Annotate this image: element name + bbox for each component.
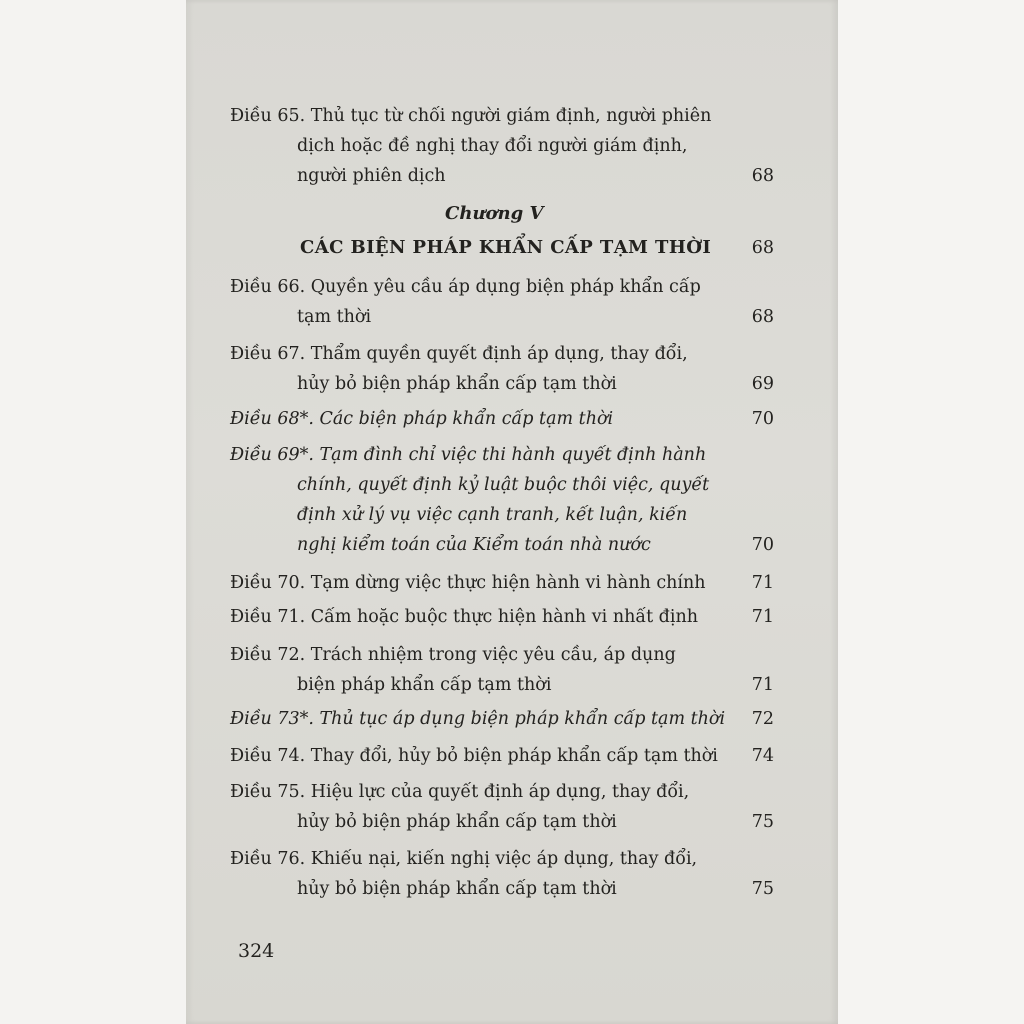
chapter-page-number: 68 (751, 238, 774, 258)
toc-line: Điều 66. Quyền yêu cầu áp dụng biện pháp khẩn cấp (230, 277, 701, 297)
toc-line: Điều 67. Thẩm quyền quyết định áp dụng, thay đổi, (230, 344, 688, 364)
toc-page-number: 69 (751, 374, 774, 394)
toc-line: hủy bỏ biện pháp khẩn cấp tạm thời (297, 879, 617, 899)
background-right (838, 0, 1024, 1024)
toc-line: dịch hoặc đề nghị thay đổi người giám định, (297, 136, 688, 156)
toc-line: nghị kiểm toán của Kiểm toán nhà nước (297, 535, 651, 555)
toc-line: hủy bỏ biện pháp khẩn cấp tạm thời (297, 812, 617, 832)
toc-line: hủy bỏ biện pháp khẩn cấp tạm thời (297, 374, 617, 394)
toc-entry-72 (230, 640, 790, 700)
toc-entry-69 (230, 440, 790, 560)
toc-page-number: 72 (751, 709, 774, 729)
toc-page-number: 70 (751, 409, 774, 429)
toc-line: Điều 65. Thủ tục từ chối người giám định, người phiên (230, 106, 712, 126)
toc-line: Điều 68*. Các biện pháp khẩn cấp tạm thời (230, 409, 614, 429)
toc-line: Điều 70. Tạm dừng việc thực hiện hành vi hành chính (230, 573, 706, 593)
chapter-title: CÁC BIỆN PHÁP KHẨN CẤP TẠM THỜI (300, 237, 712, 258)
toc-page-number: 71 (751, 675, 774, 695)
toc-page-number: 68 (751, 307, 774, 327)
toc-entry-73 (230, 704, 790, 734)
page-number: 324 (238, 940, 275, 962)
toc-page-number: 75 (751, 812, 774, 832)
toc-entry-67 (230, 339, 790, 399)
toc-line: Điều 71. Cấm hoặc buộc thực hiện hành vi nhất định (230, 607, 699, 627)
background-left (0, 0, 186, 1024)
toc-line: Điều 73*. Thủ tục áp dụng biện pháp khẩn cấp tạm thời (230, 709, 726, 729)
toc-entry-70 (230, 568, 790, 598)
toc-entry-76 (230, 844, 790, 904)
toc-line: Điều 69*. Tạm đình chỉ việc thi hành quyết định hành (230, 445, 707, 465)
toc-entry-65 (230, 101, 790, 191)
toc-line: biện pháp khẩn cấp tạm thời (297, 675, 552, 695)
toc-line: Điều 72. Trách nhiệm trong việc yêu cầu, áp dụng (230, 645, 676, 665)
toc-entry-68 (230, 404, 790, 434)
toc-line: Điều 76. Khiếu nại, kiến nghị việc áp dụng, thay đổi, (230, 849, 698, 869)
toc-entry-75 (230, 777, 790, 837)
toc-page-number: 75 (751, 879, 774, 899)
table-of-contents (230, 0, 790, 1024)
toc-page-number: 71 (751, 573, 774, 593)
chapter-label: Chương V (445, 203, 544, 224)
toc-line: người phiên dịch (297, 166, 446, 186)
toc-line: Điều 75. Hiệu lực của quyết định áp dụng, thay đổi, (230, 782, 690, 802)
toc-line: Điều 74. Thay đổi, hủy bỏ biện pháp khẩn cấp tạm thời (230, 746, 718, 766)
toc-line: định xử lý vụ việc cạnh tranh, kết luận, kiến (297, 505, 688, 525)
toc-entry-71 (230, 602, 790, 632)
toc-page-number: 68 (751, 166, 774, 186)
toc-entry-66 (230, 272, 790, 332)
toc-line: chính, quyết định kỷ luật buộc thôi việc, quyết (297, 475, 710, 495)
toc-page-number: 71 (751, 607, 774, 627)
toc-line: tạm thời (297, 307, 372, 327)
toc-page-number: 74 (751, 746, 774, 766)
toc-page-number: 70 (751, 535, 774, 555)
toc-entry-74 (230, 741, 790, 771)
